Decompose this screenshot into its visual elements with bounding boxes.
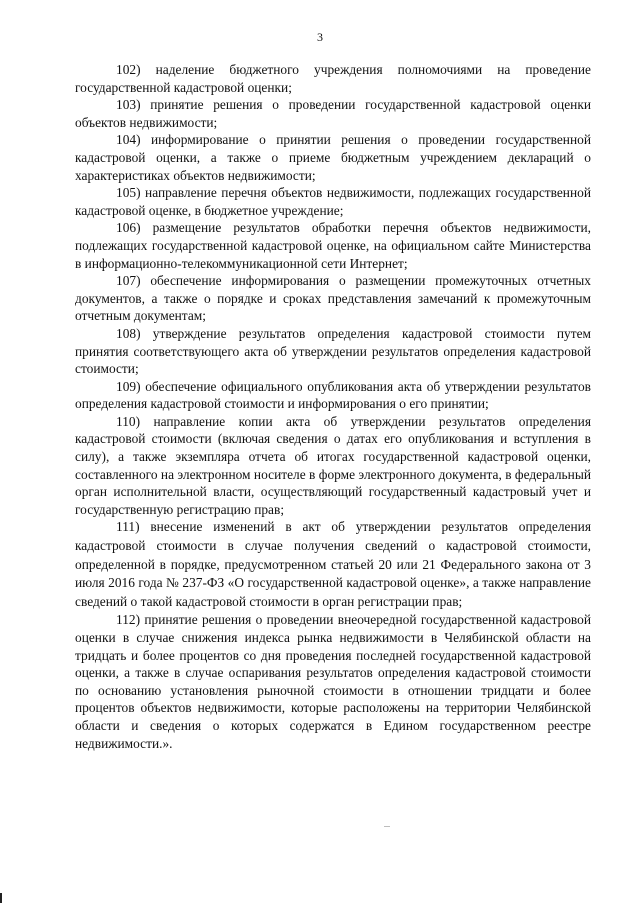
paragraph-109: 109) обеспечение официального опубликования акта об утверждении результатов определения кадастровой стоимости и информирования о его принятии; [75,378,591,412]
paragraph-104: 104) информирование о принятии решения о проведении государственной кадастровой оценки, а также о приеме бюджетным учреждением деклараций о характеристиках объектов недвижимости; [75,132,591,183]
paragraph-105: 105) направление перечня объектов недвижимости, подлежащих государственной кадастровой оценке, в бюджетное учреждение; [75,185,591,218]
scan-dash-mark [384,826,390,827]
paragraph-112: 112) принятие решения о проведении внеочередной государственной кадастровой оценки в случае снижения индекса рынка недвижимости в Челябинской области на тридцать и более процентов со дня проведения последней государственной кадастровой оценки, а также в случае оспаривания результатов определения кадастровой стоимости по основанию установления рыночной стоимости в отношении тридцати и более процентов объектов недвижимости, которые расположены на территории Челябинской области и сведения о которых содержатся в Едином государственном реестре недвижимости.». [75,612,591,751]
document-body [75,61,591,752]
paragraph-102: 102) наделение бюджетного учреждения полномочиями на проведение государственной кадастровой оценки; [75,62,591,95]
paragraph-110: 110) направление копии акта об утверждении результатов определения кадастровой стоимости (включая сведения о датах его опубликования и вступления в силу), а также экземпляра отчета об итогах государственной кадастровой оценки, составленного на электронном носителе в форме электронного документа, в федеральный орган исполнительной власти, осуществляющий государственный кадастровый учет и государственную регистрацию прав; [75,413,591,517]
paragraph-108: 108) утверждение результатов определения кадастровой стоимости путем принятия соответствующего акта об утверждении результатов определения кадастровой стоимости; [75,325,591,377]
paragraph-106: 106) размещение результатов обработки перечня объектов недвижимости, подлежащих государственной кадастровой оценке, на официальном сайте Министерства в информационно-телекоммуникационной сети Интернет; [75,220,591,271]
paragraph-103: 103) принятие решения о проведении государственной кадастровой оценки объектов недвижимости; [75,97,591,130]
scan-edge-mark [0,893,2,903]
paragraph-107: 107) обеспечение информирования о размещении промежуточных отчетных документов, а также о порядке и сроках представления замечаний к промежуточным отчетным документам; [75,273,591,324]
paragraph-111: 111) внесение изменений в акт об утверждении результатов определения кадастровой стоимости в случае получения сведений о кадастровой стоимости, определенной в порядке, предусмотренном статьей 20 или 21 Федерального закона от 3 июля 2016 года № 237-ФЗ «О государственной кадастровой оценке», а также направление сведений о такой кадастровой стоимости в орган регистрации прав; [75,519,591,609]
page-number: 3 [317,30,323,44]
